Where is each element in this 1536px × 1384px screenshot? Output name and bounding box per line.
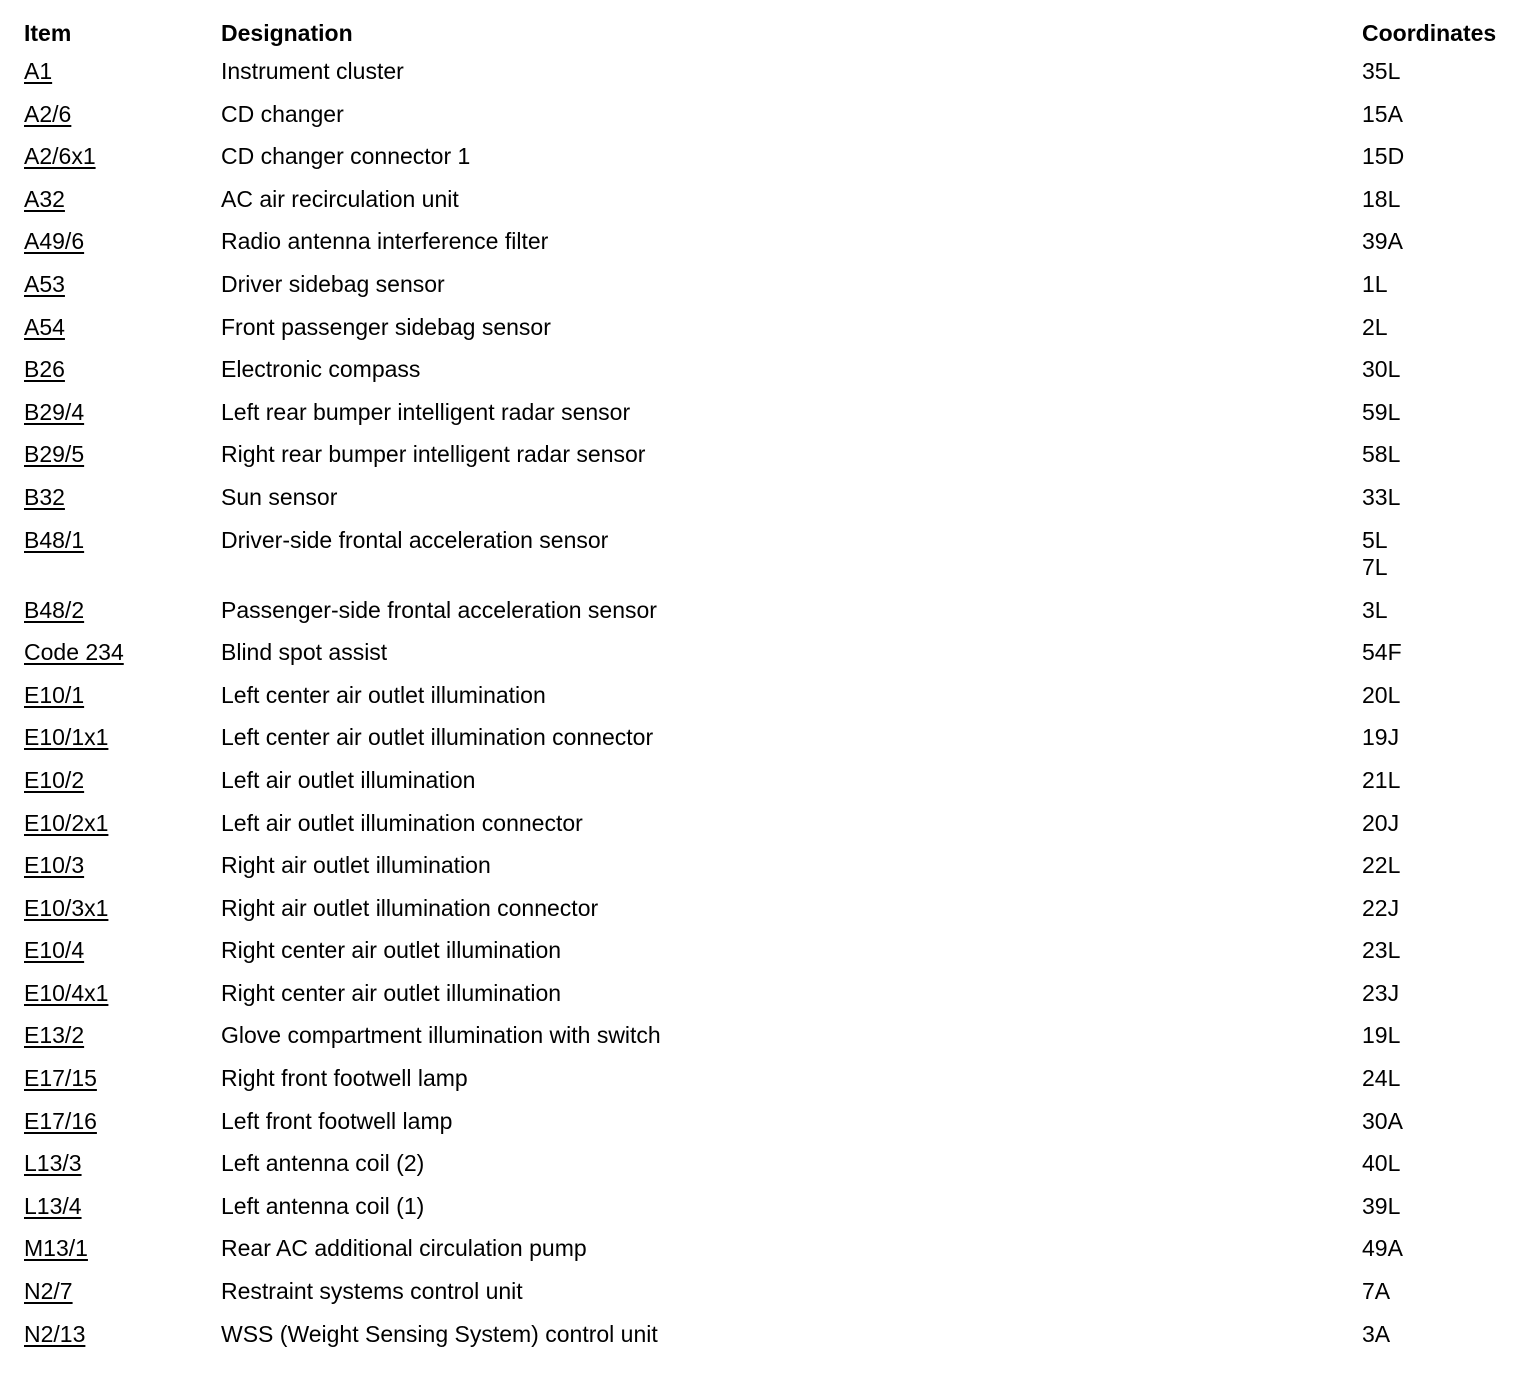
table-row <box>24 682 1514 725</box>
designation-cell: Glove compartment illumination with switch <box>221 1022 661 1049</box>
item-cell <box>24 810 221 837</box>
item-link[interactable]: E17/16 <box>24 1107 97 1134</box>
designation-cell: Left antenna coil (2) <box>221 1150 425 1177</box>
coordinates-cell <box>1362 101 1514 128</box>
table-row <box>24 314 1514 357</box>
table-row <box>24 271 1514 314</box>
coordinates-cell <box>1362 271 1514 298</box>
item-cell <box>24 101 221 128</box>
coordinate-value: 7A <box>1362 1278 1391 1305</box>
table-row <box>24 484 1514 527</box>
item-cell <box>24 937 221 964</box>
item-cell <box>24 186 221 213</box>
coordinates-cell <box>1362 724 1514 751</box>
item-link[interactable]: B29/5 <box>24 441 85 468</box>
item-cell <box>24 852 221 879</box>
header-designation: Designation <box>221 20 353 46</box>
item-link[interactable]: A2/6x1 <box>24 143 96 170</box>
coordinate-value: 7L <box>1362 553 1388 580</box>
designation-cell: Radio antenna interference filter <box>221 228 549 255</box>
table-row <box>24 895 1514 938</box>
item-cell <box>24 1321 221 1348</box>
coordinates-cell <box>1362 1193 1514 1220</box>
table-row <box>24 810 1514 853</box>
designation-cell: Electronic compass <box>221 356 421 383</box>
coordinate-value: 23J <box>1362 979 1400 1006</box>
item-link[interactable]: B32 <box>24 483 65 510</box>
item-link[interactable]: E10/4x1 <box>24 979 109 1006</box>
designation-cell: Blind spot assist <box>221 639 388 666</box>
coordinates-cell <box>1362 767 1514 794</box>
coordinates-cell <box>1362 980 1514 1007</box>
item-link[interactable]: E10/1 <box>24 681 85 708</box>
item-cell <box>24 597 221 624</box>
item-link[interactable]: E10/4 <box>24 937 85 964</box>
item-cell <box>24 724 221 751</box>
designation-cell: CD changer connector 1 <box>221 143 471 170</box>
designation-cell: Restraint systems control unit <box>221 1278 523 1305</box>
item-link[interactable]: E13/2 <box>24 1022 85 1049</box>
item-cell <box>24 527 221 554</box>
coordinates-cell <box>1362 937 1514 964</box>
item-link[interactable]: E10/1x1 <box>24 724 109 751</box>
coordinate-value: 39A <box>1362 228 1403 255</box>
table-row <box>24 228 1514 271</box>
item-link[interactable]: L13/3 <box>24 1150 82 1177</box>
designation-cell: Right center air outlet illumination <box>221 937 562 964</box>
designation-cell: WSS (Weight Sensing System) control unit <box>221 1320 658 1347</box>
item-link[interactable]: B48/1 <box>24 526 85 553</box>
coordinates-cell <box>1362 895 1514 922</box>
designation-cell: Passenger-side frontal acceleration sensor <box>221 596 657 623</box>
coordinates-cell <box>1362 1150 1514 1177</box>
designation-cell: AC air recirculation unit <box>221 185 459 212</box>
designation-cell: Left center air outlet illumination connector <box>221 724 654 751</box>
coordinate-value: 3L <box>1362 596 1388 623</box>
item-cell <box>24 895 221 922</box>
item-link[interactable]: B26 <box>24 356 65 383</box>
table-row <box>24 527 1514 597</box>
item-link[interactable]: B48/2 <box>24 596 85 623</box>
item-cell <box>24 484 221 511</box>
table-row <box>24 101 1514 144</box>
coordinate-value: 40L <box>1362 1150 1401 1177</box>
table-row <box>24 597 1514 640</box>
item-link[interactable]: E10/2 <box>24 766 85 793</box>
designation-cell: Right air outlet illumination <box>221 852 491 879</box>
coordinate-value: 20J <box>1362 809 1400 836</box>
coordinate-value: 54F <box>1362 639 1402 666</box>
item-link[interactable]: A49/6 <box>24 228 85 255</box>
item-cell <box>24 143 221 170</box>
coordinate-value: 20L <box>1362 681 1401 708</box>
coordinates-cell <box>1362 1278 1514 1305</box>
item-cell <box>24 356 221 383</box>
coordinate-value: 30A <box>1362 1107 1403 1134</box>
coordinate-value: 5L <box>1362 526 1388 553</box>
coordinate-value: 22L <box>1362 852 1401 879</box>
coordinate-value: 19L <box>1362 1022 1401 1049</box>
item-link[interactable]: Code 234 <box>24 639 124 666</box>
coordinates-cell <box>1362 1235 1514 1262</box>
table-header-row <box>24 20 1514 58</box>
item-cell <box>24 682 221 709</box>
designation-cell: Right air outlet illumination connector <box>221 894 599 921</box>
table-row <box>24 980 1514 1023</box>
item-cell <box>24 639 221 666</box>
coordinates-cell <box>1362 399 1514 426</box>
coordinates-cell <box>1362 484 1514 511</box>
item-cell <box>24 1108 221 1135</box>
item-link[interactable]: E10/3x1 <box>24 894 109 921</box>
coordinate-value: 22J <box>1362 894 1400 921</box>
designation-cell: Left front footwell lamp <box>221 1107 453 1134</box>
item-cell <box>24 980 221 1007</box>
designation-cell: Right front footwell lamp <box>221 1065 468 1092</box>
coordinates-cell <box>1362 228 1514 255</box>
designation-cell: Left center air outlet illumination <box>221 681 546 708</box>
designation-cell: Sun sensor <box>221 483 338 510</box>
item-link[interactable]: E10/3 <box>24 852 85 879</box>
coordinates-cell <box>1362 527 1514 581</box>
item-cell <box>24 1235 221 1262</box>
table-row <box>24 767 1514 810</box>
coordinate-value: 15D <box>1362 143 1405 170</box>
table-row <box>24 1235 1514 1278</box>
table-row <box>24 58 1514 101</box>
designation-cell: Front passenger sidebag sensor <box>221 313 551 340</box>
item-cell <box>24 228 221 255</box>
coordinates-cell <box>1362 1108 1514 1135</box>
coordinates-cell <box>1362 852 1514 879</box>
item-link[interactable]: A2/6 <box>24 100 72 127</box>
table-row <box>24 852 1514 895</box>
item-link[interactable]: E17/15 <box>24 1065 97 1092</box>
coordinate-value: 39L <box>1362 1192 1401 1219</box>
table-row <box>24 1150 1514 1193</box>
coordinate-value: 19J <box>1362 724 1400 751</box>
item-link[interactable]: B29/4 <box>24 398 85 425</box>
coordinate-value: 33L <box>1362 483 1401 510</box>
item-link[interactable]: A32 <box>24 185 65 212</box>
coordinates-cell <box>1362 58 1514 85</box>
designation-cell: Left air outlet illumination connector <box>221 809 583 836</box>
table-row <box>24 724 1514 767</box>
item-cell <box>24 271 221 298</box>
item-cell <box>24 1065 221 1092</box>
table-row <box>24 356 1514 399</box>
item-link[interactable]: N2/13 <box>24 1320 86 1347</box>
coordinate-value: 18L <box>1362 185 1401 212</box>
coordinates-cell <box>1362 1321 1514 1348</box>
item-link[interactable]: L13/4 <box>24 1192 82 1219</box>
table-row <box>24 143 1514 186</box>
designation-cell: Left rear bumper intelligent radar sensor <box>221 398 631 425</box>
coordinate-value: 15A <box>1362 100 1403 127</box>
designation-cell: CD changer <box>221 100 344 127</box>
coordinate-value: 59L <box>1362 398 1401 425</box>
designation-cell: Driver sidebag sensor <box>221 270 445 297</box>
table-row <box>24 1108 1514 1151</box>
table-row <box>24 186 1514 229</box>
coordinates-cell <box>1362 143 1514 170</box>
item-cell <box>24 58 221 85</box>
designation-cell: Left antenna coil (1) <box>221 1192 425 1219</box>
table-row <box>24 1065 1514 1108</box>
item-cell <box>24 1150 221 1177</box>
item-cell <box>24 1193 221 1220</box>
coordinates-cell <box>1362 356 1514 383</box>
table-row <box>24 1278 1514 1321</box>
component-legend-table <box>24 20 1514 1363</box>
coordinate-value: 30L <box>1362 356 1401 383</box>
designation-cell: Driver-side frontal acceleration sensor <box>221 526 609 553</box>
item-cell <box>24 399 221 426</box>
item-cell <box>24 1022 221 1049</box>
coordinate-value: 49A <box>1362 1235 1403 1262</box>
item-link[interactable]: N2/7 <box>24 1278 73 1305</box>
coordinate-value: 58L <box>1362 441 1401 468</box>
item-link[interactable]: A53 <box>24 270 65 297</box>
item-cell <box>24 767 221 794</box>
coordinates-cell <box>1362 1065 1514 1092</box>
table-row <box>24 639 1514 682</box>
table-row <box>24 937 1514 980</box>
coordinates-cell <box>1362 441 1514 468</box>
header-coordinates: Coordinates <box>1362 20 1497 46</box>
table-row <box>24 1022 1514 1065</box>
coordinate-value: 1L <box>1362 270 1388 297</box>
table-row <box>24 441 1514 484</box>
coordinate-value: 2L <box>1362 313 1388 340</box>
item-cell <box>24 314 221 341</box>
table-row <box>24 1321 1514 1364</box>
item-cell <box>24 1278 221 1305</box>
coordinates-cell <box>1362 810 1514 837</box>
coordinates-cell <box>1362 186 1514 213</box>
designation-cell: Right rear bumper intelligent radar sensor <box>221 441 646 468</box>
coordinate-value: 35L <box>1362 58 1401 84</box>
coordinates-cell <box>1362 682 1514 709</box>
header-item: Item <box>24 20 72 46</box>
item-cell <box>24 441 221 468</box>
coordinates-cell <box>1362 1022 1514 1049</box>
coordinates-cell <box>1362 639 1514 666</box>
designation-cell: Instrument cluster <box>221 58 404 84</box>
designation-cell: Left air outlet illumination <box>221 766 476 793</box>
item-link[interactable]: A54 <box>24 313 65 340</box>
item-link[interactable]: A1 <box>24 58 53 84</box>
designation-cell: Rear AC additional circulation pump <box>221 1235 587 1262</box>
coordinates-cell <box>1362 314 1514 341</box>
item-link[interactable]: E10/2x1 <box>24 809 109 836</box>
table-body <box>24 58 1514 1363</box>
designation-cell: Right center air outlet illumination <box>221 979 562 1006</box>
coordinates-cell <box>1362 597 1514 624</box>
coordinate-value: 24L <box>1362 1065 1401 1092</box>
table-row <box>24 399 1514 442</box>
coordinate-value: 3A <box>1362 1320 1391 1347</box>
table-row <box>24 1193 1514 1236</box>
coordinate-value: 23L <box>1362 937 1401 964</box>
coordinate-value: 21L <box>1362 766 1401 793</box>
item-link[interactable]: M13/1 <box>24 1235 88 1262</box>
